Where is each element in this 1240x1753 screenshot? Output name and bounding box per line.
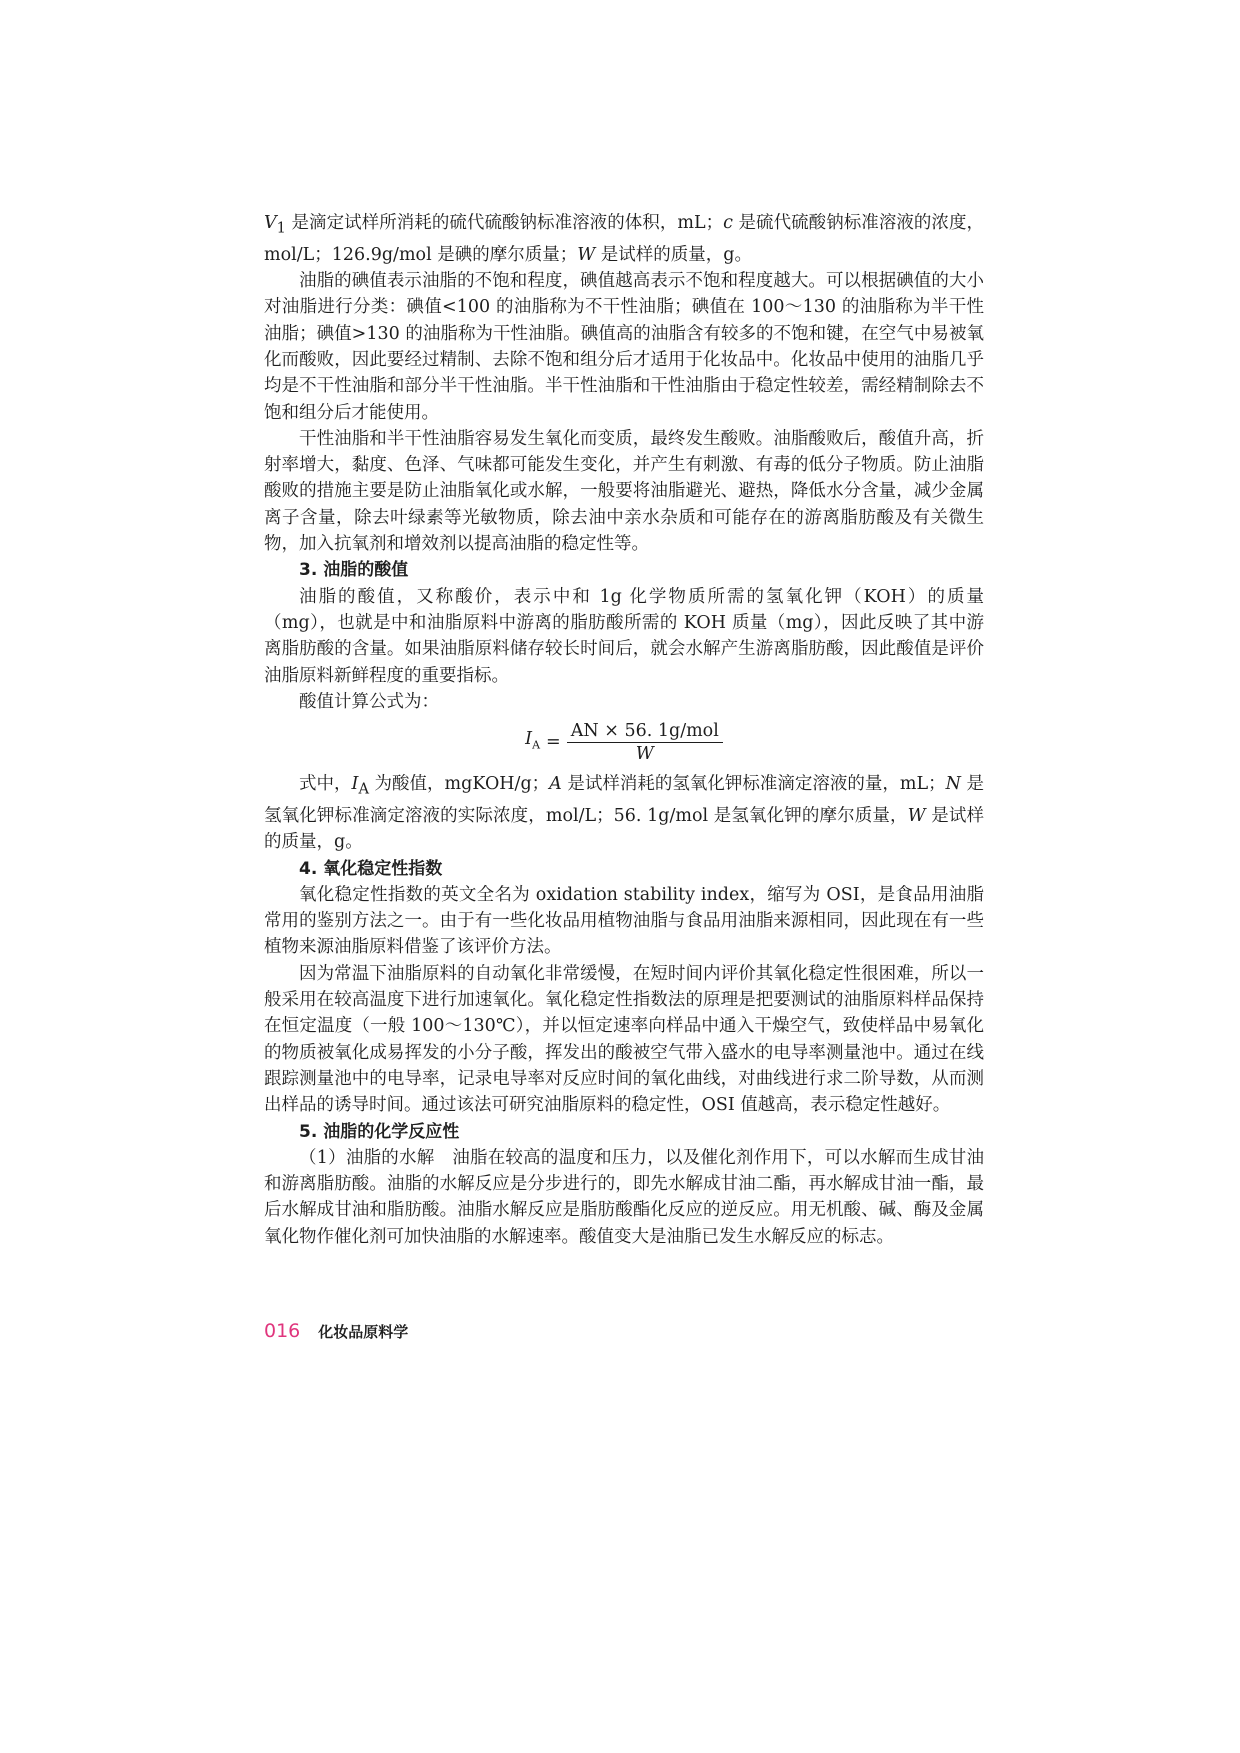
page-footer [264,1320,408,1342]
paragraph-iodine-variables [264,210,984,268]
text-span: 是试样消耗的氢氧化钾标准滴定溶液的量，mL； [561,774,946,795]
paragraph-formula-intro: 酸值计算公式为： [299,691,439,712]
formula-lhs-symbol: I [525,728,533,749]
text-span: 是硫代硫酸钠标准溶液的浓度，mol/L；126.9g/mol 是碘的摩尔质量； [264,213,985,265]
paragraph-hydrolysis: （1）油脂的水解 油脂在较高的温度和压力，以及催化剂作用下，可以水解而生成甘油和游离脂肪酸。油脂的水解反应是分步进行的，即先水解成甘油二酯，再水解成甘油一酯，最后水解成甘油和脂肪酸。油脂水解反应是脂肪酸酯化反应的逆反应。用无机酸、碱、酶及金属氧化物作催化剂可加快油脂的水解速率。酸值变大是油脂已发生水解反应的标志。 [264,1147,984,1247]
symbol-v: V [264,213,277,233]
text-span: 式中， [299,774,352,795]
symbol-a: A [549,774,562,795]
section-heading-reactivity: 5. 油脂的化学反应性 [299,1121,460,1142]
paragraph-osi-definition: 氧化稳定性指数的英文全名为 oxidation stability index，缩写为 OSI，是食品用油脂常用的鉴别方法之一。由于有一些化妆品用植物油脂与食品用油脂来源相同，因此现在有一些植物来源油脂原料借鉴了该评价方法。 [264,884,984,958]
symbol-w: W [907,805,926,826]
symbol-ia: I [351,774,359,795]
formula-fraction [567,721,723,764]
acid-value-formula [264,717,984,767]
formula-lhs-sub: A [532,738,541,752]
formula-numerator: AN × 56. 1g/mol [567,721,723,743]
text-span: 是试样的质量，g。 [264,805,984,853]
formula-equals: = [546,731,561,752]
symbol-c: c [723,213,733,233]
page-number: 016 [264,1320,301,1342]
paragraph-rancidity: 干性油脂和半干性油脂容易发生氧化而变质，最终发生酸败。油脂酸败后，酸值升高，折射率增大，黏度、色泽、气味都可能发生变化，并产生有刺激、有毒的低分子物质。防止油脂酸败的措施主要是防止油脂氧化或水解，一般要将油脂避光、避热，降低水分含量，减少金属离子含量，除去叶绿素等光敏物质，除去油中亲水杂质和可能存在的游离脂肪酸及有关微生物，加入抗氧剂和增效剂以提高油脂的稳定性等。 [264,428,984,555]
paragraph-iodine-value: 油脂的碘值表示油脂的不饱和程度，碘值越高表示不饱和程度越大。可以根据碘值的大小对油脂进行分类：碘值<100 的油脂称为不干性油脂；碘值在 100～130 的油脂称为半干性油脂；碘值>130 的油脂称为干性油脂。碘值高的油脂含有较多的不饱和键，在空气中易被氧化而酸败，因此要经过精制、去除不饱和组分后才适用于化妆品中。化妆品中使用的油脂几乎均是不干性油脂和部分半干性油脂。半干性油脂和干性油脂由于稳定性较差，需经精制除去不饱和组分后才能使用。 [264,271,984,423]
formula-lhs [525,726,540,759]
text-span: 为酸值，mgKOH/g； [368,774,550,795]
section-heading-osi: 4. 氧化稳定性指数 [299,858,443,879]
paragraph-acid-value: 油脂的酸值，又称酸价，表示中和 1g 化学物质所需的氢氧化钾（KOH）的质量（mg），也就是中和油脂原料中游离的脂肪酸所需的 KOH 质量（mg），因此反映了其中游离脂肪酸的含量。如果油脂原料储存较长时间后，就会水解产生游离脂肪酸，因此酸值是评价油脂原料新鲜程度的重要指标。 [264,586,984,686]
symbol-ia-sub: A [358,780,369,798]
formula-denominator: W [635,743,654,764]
text-span: 是滴定试样所消耗的硫代硫酸钠标准溶液的体积，mL； [285,213,724,233]
symbol-w: W [577,244,596,265]
symbol-n: N [945,774,961,795]
paragraph-osi-method: 因为常温下油脂原料的自动氧化非常缓慢，在短时间内评价其氧化稳定性很困难，所以一般采用在较高温度下进行加速氧化。氧化稳定性指数法的原理是把要测试的油脂原料样品保持在恒定温度（一般 100～130℃），并以恒定速率向样品中通入干燥空气，致使样品中易氧化的物质被氧化成易挥发的小分子酸，挥发出的酸被空气带入盛水的电导率测量池中。通过在线跟踪测量池中的电导率，记录电导率对反应时间的氧化曲线，对曲线进行求二阶导数，从而测出样品的诱导时间。通过该法可研究油脂原料的稳定性，OSI 值越高，表示稳定性越好。 [264,963,984,1116]
paragraph-formula-variables [264,771,984,855]
book-title: 化妆品原料学 [318,1323,409,1341]
text-span: 是试样的质量，g。 [595,244,752,265]
text-span: 是氢氧化钾标准滴定溶液的实际浓度，mol/L；56. 1g/mol 是氢氧化钾的摩尔质量， [264,774,985,826]
symbol-v-sub: 1 [276,219,286,237]
page-body [264,210,984,1250]
section-heading-acid-value: 3. 油脂的酸值 [299,560,409,581]
